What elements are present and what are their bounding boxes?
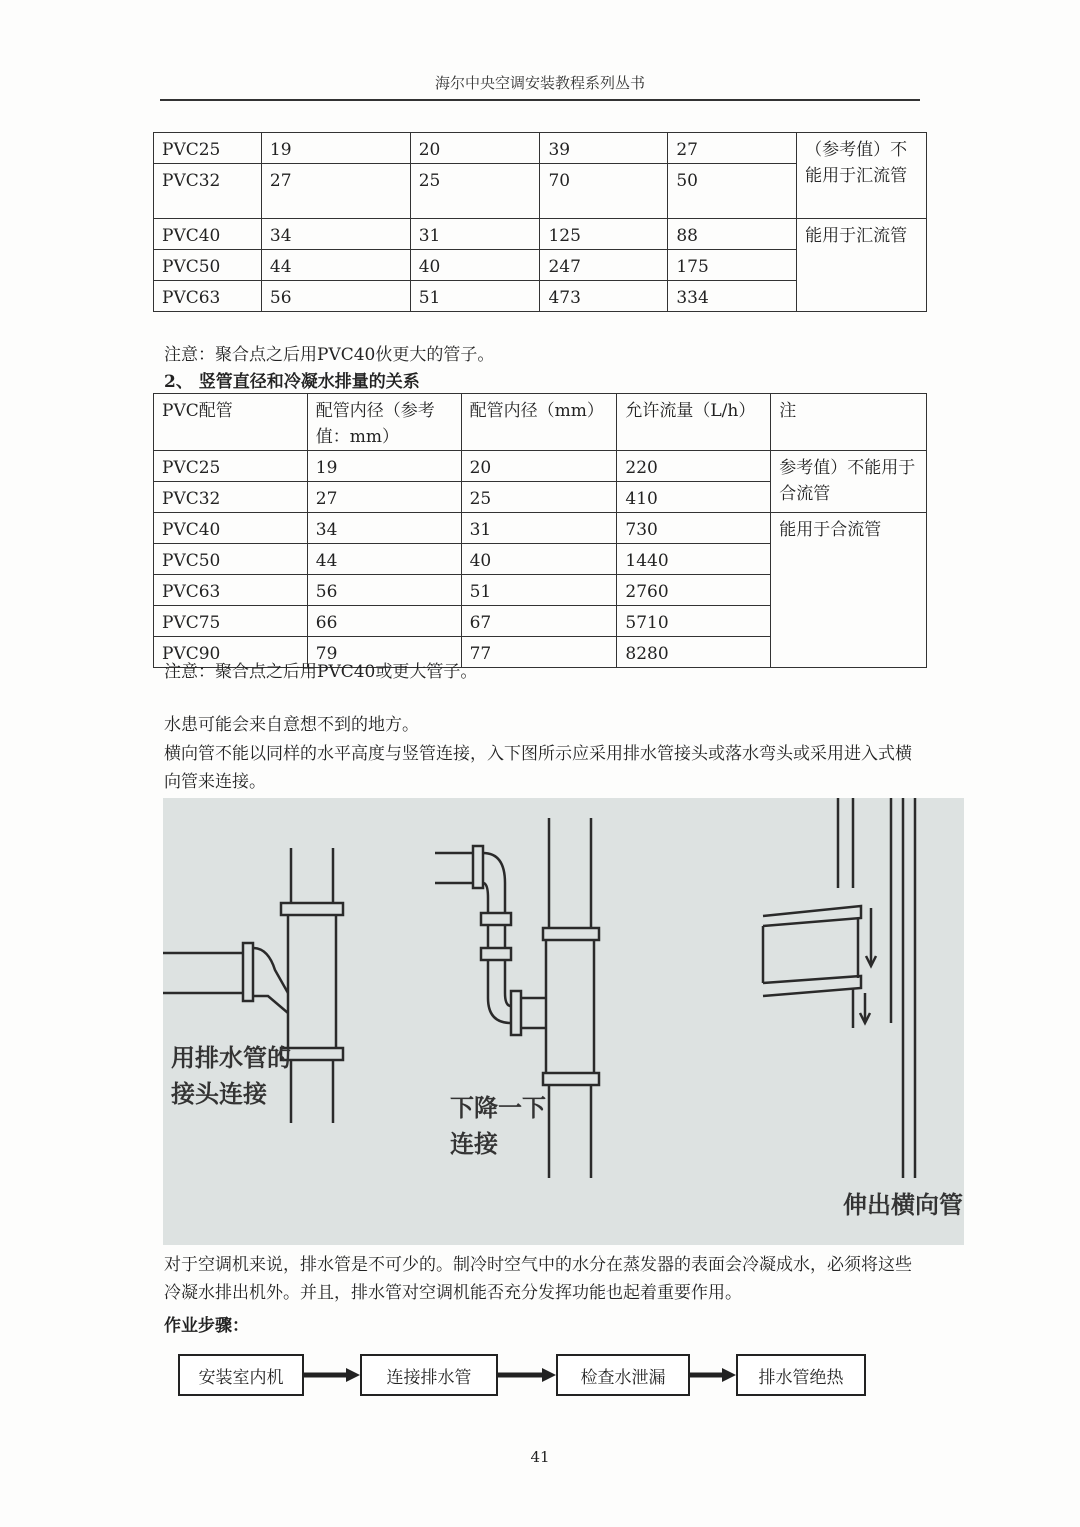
- table-cell: 2760: [617, 575, 771, 606]
- table-cell: 44: [261, 250, 410, 281]
- pipe-connection-figure: [163, 798, 964, 1245]
- table-cell: 27: [668, 133, 797, 164]
- table-cell: 25: [410, 164, 540, 219]
- table-cell: 20: [410, 133, 540, 164]
- steps-title: 作业步骤：: [164, 1316, 249, 1336]
- figure-label-2b: 连接: [450, 1130, 498, 1158]
- table-riser-flow: [153, 393, 927, 668]
- table-cell: 88: [668, 219, 797, 250]
- table-cell: 410: [617, 482, 771, 513]
- table-cell: 44: [307, 544, 461, 575]
- table-cell: 19: [307, 451, 461, 482]
- table-cell: PVC50: [154, 250, 262, 281]
- table-cell: 247: [540, 250, 668, 281]
- table-cell: PVC32: [154, 164, 262, 219]
- table-cell: 40: [461, 544, 617, 575]
- table-cell: PVC50: [154, 544, 308, 575]
- table-cell: PVC40: [154, 513, 308, 544]
- table-cell: 8280: [617, 637, 771, 668]
- table-cell: 1440: [617, 544, 771, 575]
- table-header-cell: 配管内径（mm）: [461, 394, 617, 451]
- table-cell: PVC63: [154, 281, 262, 312]
- table-note-cell: 能用于汇流管: [797, 219, 927, 312]
- table-cell: 79: [307, 637, 461, 668]
- table-cell: 40: [410, 250, 540, 281]
- table-row: [154, 513, 927, 544]
- table-header-cell: PVC配管: [154, 394, 308, 451]
- section-2-title: 2、 竖管直径和冷凝水排量的关系: [164, 372, 420, 392]
- table-cell: 70: [540, 164, 668, 219]
- table-cell: 27: [261, 164, 410, 219]
- figure-label-3: 伸出横向管: [843, 1191, 963, 1219]
- paragraph-1: 水患可能会来自意想不到的地方。: [164, 715, 419, 735]
- table-cell: 66: [307, 606, 461, 637]
- step-check-water-leak: 检查水泄漏: [556, 1354, 690, 1396]
- arrow-icon: [304, 1367, 360, 1383]
- table-note-cell: 参考值）不能用于合流管: [771, 451, 927, 513]
- step-drain-pipe-insulation: 排水管绝热: [736, 1354, 866, 1396]
- table-cell: PVC32: [154, 482, 308, 513]
- table-cell: 50: [668, 164, 797, 219]
- pipe-diagram: [163, 798, 964, 1245]
- table-cell: 175: [668, 250, 797, 281]
- table-cell: 77: [461, 637, 617, 668]
- table-header-cell: 注: [771, 394, 927, 451]
- note-1: 注意：聚合点之后用PVC40伙更大的管子。: [164, 345, 495, 365]
- table-row: [154, 219, 927, 250]
- paragraph-2: 横向管不能以同样的水平高度与竖管连接，入下图所示应采用排水管接头或落水弯头或采用进入式横向管来连接。: [164, 744, 912, 792]
- table-cell: 730: [617, 513, 771, 544]
- table-cell: 25: [461, 482, 617, 513]
- table-cell: 220: [617, 451, 771, 482]
- table-cell: 34: [307, 513, 461, 544]
- table-cell: 20: [461, 451, 617, 482]
- figure-label-1b: 接头连接: [171, 1080, 267, 1108]
- table-drain-branch: [153, 132, 927, 312]
- table-cell: PVC75: [154, 606, 308, 637]
- table-row: [154, 451, 927, 482]
- table-cell: PVC63: [154, 575, 308, 606]
- table-cell: 67: [461, 606, 617, 637]
- table-cell: 31: [461, 513, 617, 544]
- table-cell: 34: [261, 219, 410, 250]
- table-header-cell: 配管内径（参考值：mm）: [307, 394, 461, 451]
- running-header: 海尔中央空调安装教程系列丛书: [434, 74, 645, 92]
- table-cell: PVC90: [154, 637, 308, 668]
- note-2: 注意：聚合点之后用PVC40或更大管子。: [164, 662, 478, 682]
- table-cell: PVC40: [154, 219, 262, 250]
- page-number: 41: [530, 1448, 550, 1466]
- arrow-icon: [690, 1367, 736, 1383]
- table-note-cell: （参考值）不能用于汇流管: [797, 133, 927, 219]
- table-cell: 27: [307, 482, 461, 513]
- table-cell: 5710: [617, 606, 771, 637]
- table-cell: 334: [668, 281, 797, 312]
- table-cell: 39: [540, 133, 668, 164]
- table-cell: 56: [261, 281, 410, 312]
- table-cell: 51: [461, 575, 617, 606]
- table-cell: 56: [307, 575, 461, 606]
- table-cell: 19: [261, 133, 410, 164]
- table-row: [154, 133, 927, 164]
- figure-label-2a: 下降一下: [450, 1094, 546, 1122]
- table-note-cell: 能用于合流管: [771, 513, 927, 668]
- table-header-cell: 允许流量（L/h）: [617, 394, 771, 451]
- table-header-row: [154, 394, 927, 451]
- table-cell: 51: [410, 281, 540, 312]
- figure-label-1a: 用排水管的: [171, 1044, 291, 1072]
- table-cell: PVC25: [154, 451, 308, 482]
- table-cell: 473: [540, 281, 668, 312]
- step-connect-drain-pipe: 连接排水管: [360, 1354, 498, 1396]
- header-rule: [160, 99, 920, 101]
- paragraph-3: 对于空调机来说，排水管是不可少的。制冷时空气中的水分在蒸发器的表面会冷凝成水，必须将这些冷凝水排出机外。并且，排水管对空调机能否充分发挥功能也起着重要作用。: [164, 1255, 912, 1303]
- table-cell: PVC25: [154, 133, 262, 164]
- table-cell: 31: [410, 219, 540, 250]
- table-cell: 125: [540, 219, 668, 250]
- arrow-icon: [498, 1367, 556, 1383]
- step-install-indoor-unit: 安装室内机: [178, 1354, 304, 1396]
